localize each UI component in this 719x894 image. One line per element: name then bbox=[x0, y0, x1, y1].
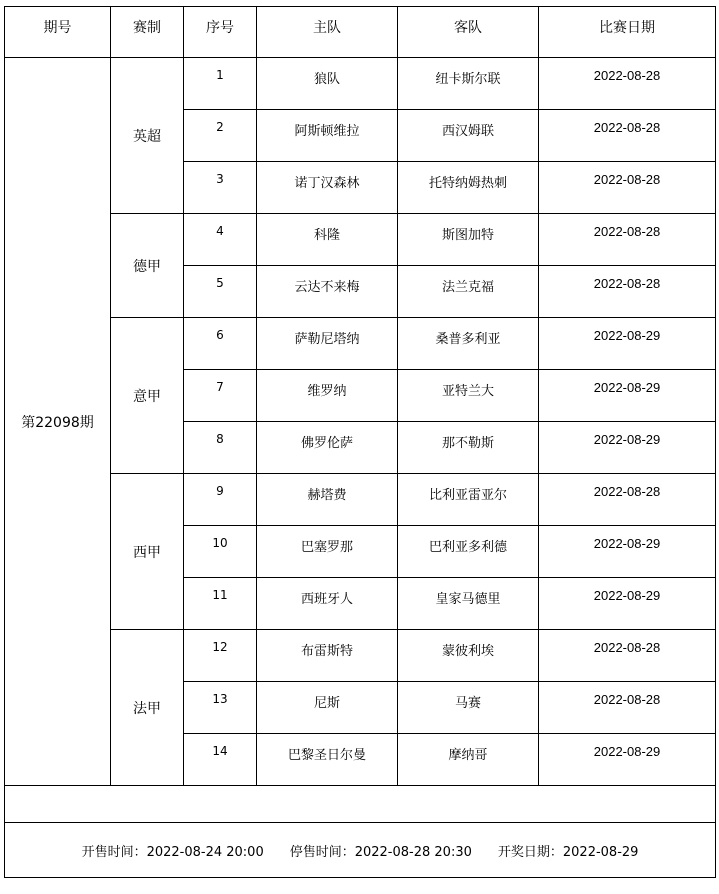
league-cell: 德甲 bbox=[111, 214, 184, 318]
away-team: 比利亚雷亚尔 bbox=[398, 474, 539, 526]
match-no: 1 bbox=[184, 58, 257, 110]
home-team: 赫塔费 bbox=[257, 474, 398, 526]
home-team: 科隆 bbox=[257, 214, 398, 266]
match-date: 2022-08-29 bbox=[539, 422, 716, 474]
sale-stop-time: 停售时间：2022-08-28 20:30 bbox=[289, 844, 472, 860]
match-no: 6 bbox=[184, 318, 257, 370]
match-date: 2022-08-29 bbox=[539, 370, 716, 422]
away-team: 亚特兰大 bbox=[398, 370, 539, 422]
home-team: 阿斯顿维拉 bbox=[257, 110, 398, 162]
empty-cell bbox=[5, 786, 716, 823]
header-index: 序号 bbox=[184, 7, 257, 58]
match-no: 9 bbox=[184, 474, 257, 526]
away-team: 皇家马德里 bbox=[398, 578, 539, 630]
league-cell: 英超 bbox=[111, 58, 184, 214]
away-team: 摩纳哥 bbox=[398, 734, 539, 786]
league-cell: 法甲 bbox=[111, 630, 184, 786]
match-no: 11 bbox=[184, 578, 257, 630]
header-row bbox=[5, 7, 716, 58]
match-no: 7 bbox=[184, 370, 257, 422]
header-date: 比赛日期 bbox=[539, 7, 716, 58]
match-no: 12 bbox=[184, 630, 257, 682]
issue-number: 第22098期 bbox=[5, 58, 111, 786]
header-away: 客队 bbox=[398, 7, 539, 58]
match-date: 2022-08-29 bbox=[539, 318, 716, 370]
away-team: 巴利亚多利德 bbox=[398, 526, 539, 578]
match-date: 2022-08-28 bbox=[539, 162, 716, 214]
table-row bbox=[5, 630, 716, 682]
home-team: 云达不来梅 bbox=[257, 266, 398, 318]
home-team: 巴黎圣日尔曼 bbox=[257, 734, 398, 786]
match-date: 2022-08-28 bbox=[539, 58, 716, 110]
home-team: 狼队 bbox=[257, 58, 398, 110]
away-team: 马赛 bbox=[398, 682, 539, 734]
home-team: 西班牙人 bbox=[257, 578, 398, 630]
table-row bbox=[5, 318, 716, 370]
match-no: 8 bbox=[184, 422, 257, 474]
match-no: 14 bbox=[184, 734, 257, 786]
match-date: 2022-08-28 bbox=[539, 266, 716, 318]
match-no: 2 bbox=[184, 110, 257, 162]
match-date: 2022-08-29 bbox=[539, 526, 716, 578]
table-row bbox=[5, 214, 716, 266]
home-team: 萨勒尼塔纳 bbox=[257, 318, 398, 370]
home-team: 诺丁汉森林 bbox=[257, 162, 398, 214]
spacer-row bbox=[5, 786, 716, 823]
match-date: 2022-08-28 bbox=[539, 214, 716, 266]
home-team: 尼斯 bbox=[257, 682, 398, 734]
match-no: 4 bbox=[184, 214, 257, 266]
home-team: 佛罗伦萨 bbox=[257, 422, 398, 474]
match-date: 2022-08-29 bbox=[539, 578, 716, 630]
header-league: 赛制 bbox=[111, 7, 184, 58]
home-team: 巴塞罗那 bbox=[257, 526, 398, 578]
home-team: 维罗纳 bbox=[257, 370, 398, 422]
header-issue: 期号 bbox=[5, 7, 111, 58]
footer-row bbox=[5, 823, 716, 878]
match-schedule-table bbox=[4, 6, 716, 878]
away-team: 蒙彼利埃 bbox=[398, 630, 539, 682]
match-no: 3 bbox=[184, 162, 257, 214]
header-home: 主队 bbox=[257, 7, 398, 58]
match-no: 13 bbox=[184, 682, 257, 734]
home-team: 布雷斯特 bbox=[257, 630, 398, 682]
away-team: 西汉姆联 bbox=[398, 110, 539, 162]
draw-date: 开奖日期：2022-08-29 bbox=[497, 844, 639, 860]
match-date: 2022-08-28 bbox=[539, 630, 716, 682]
match-date: 2022-08-29 bbox=[539, 734, 716, 786]
sale-info bbox=[5, 823, 716, 878]
away-team: 托特纳姆热刺 bbox=[398, 162, 539, 214]
match-date: 2022-08-28 bbox=[539, 682, 716, 734]
sale-start-time: 开售时间：2022-08-24 20:00 bbox=[81, 844, 264, 860]
away-team: 斯图加特 bbox=[398, 214, 539, 266]
table-row bbox=[5, 58, 716, 110]
table-row bbox=[5, 474, 716, 526]
match-date: 2022-08-28 bbox=[539, 110, 716, 162]
league-cell: 意甲 bbox=[111, 318, 184, 474]
league-cell: 西甲 bbox=[111, 474, 184, 630]
away-team: 那不勒斯 bbox=[398, 422, 539, 474]
match-no: 5 bbox=[184, 266, 257, 318]
away-team: 纽卡斯尔联 bbox=[398, 58, 539, 110]
away-team: 桑普多利亚 bbox=[398, 318, 539, 370]
match-no: 10 bbox=[184, 526, 257, 578]
away-team: 法兰克福 bbox=[398, 266, 539, 318]
match-date: 2022-08-28 bbox=[539, 474, 716, 526]
